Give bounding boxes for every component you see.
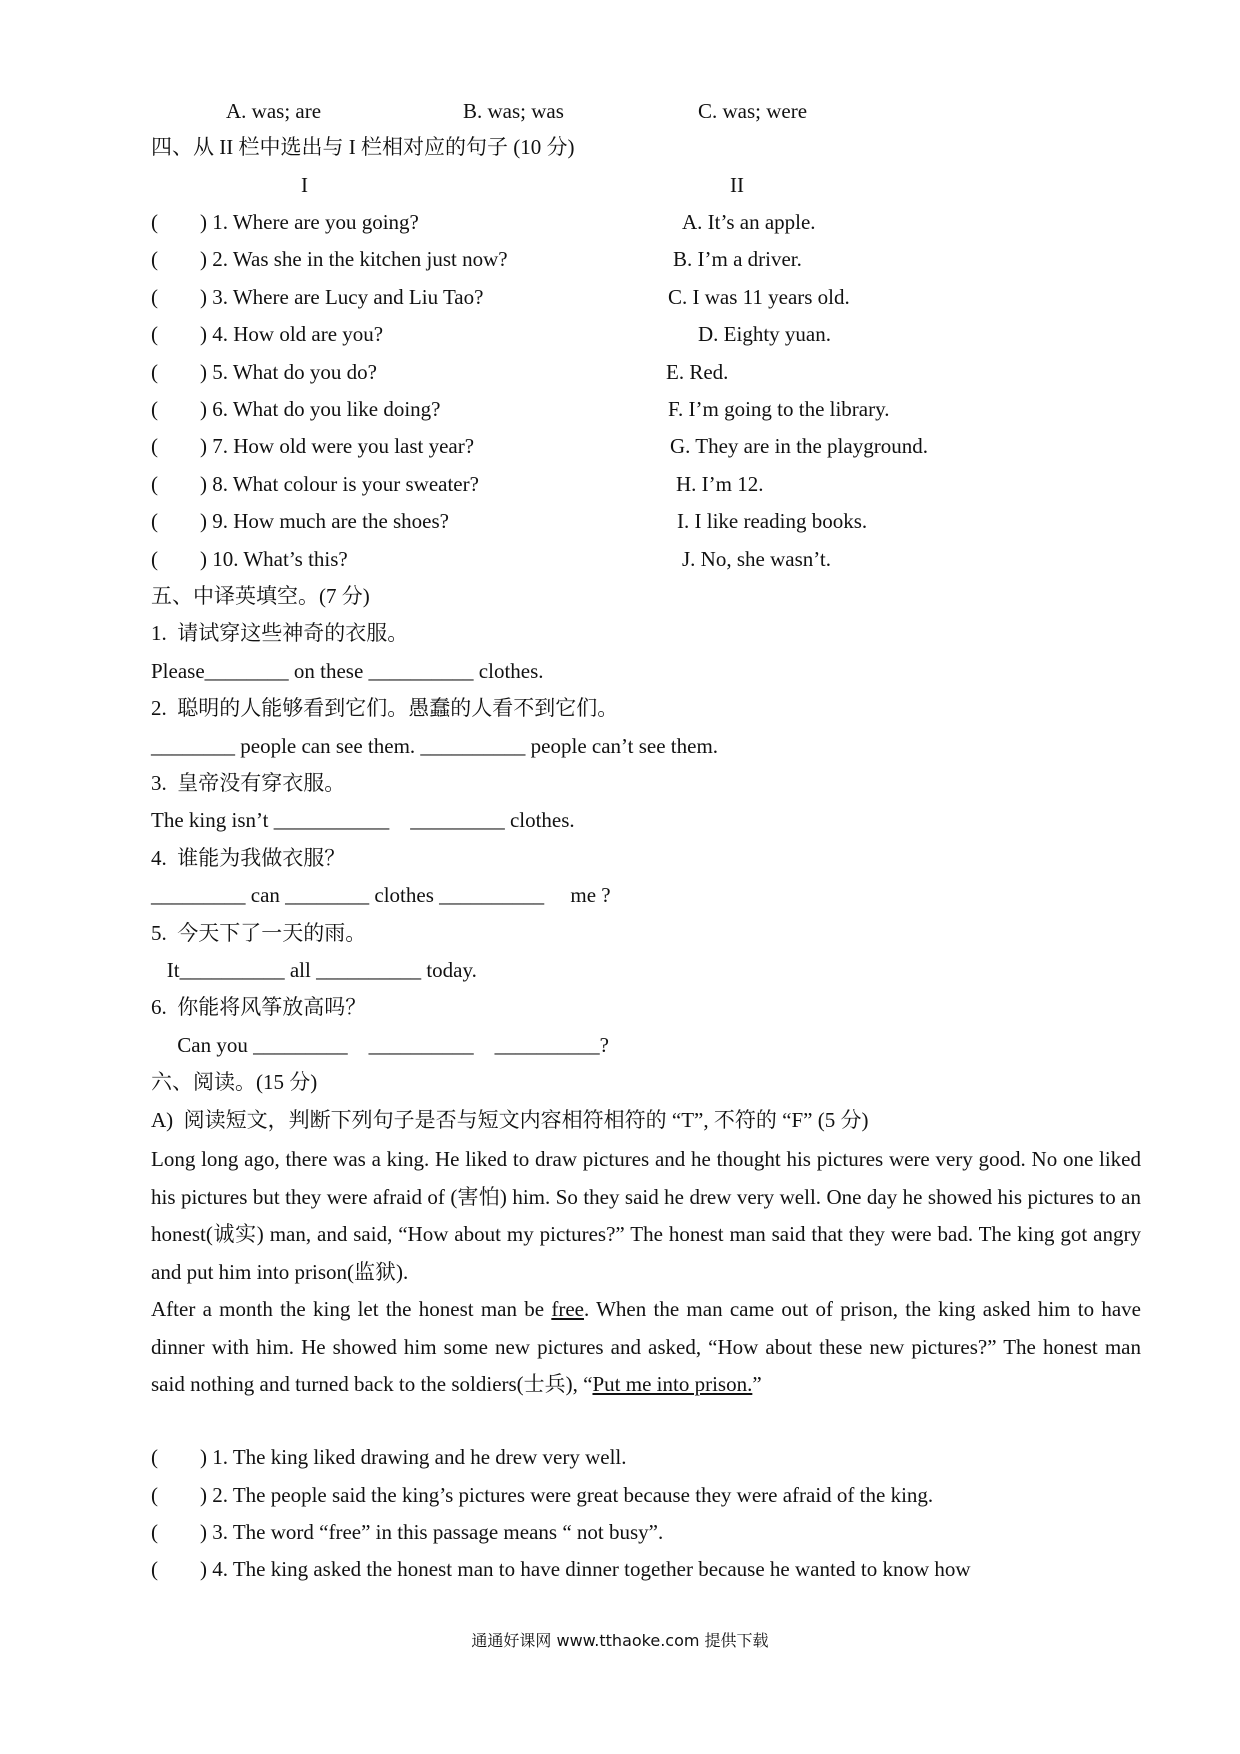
match-answer: B. I’m a driver.	[673, 247, 802, 271]
match-question: ( ) 9. How much are the shoes?	[151, 509, 449, 533]
reading-passage-paragraph-2	[151, 1291, 1141, 1404]
underlined-phrase-put-me-into-prison: Put me into prison.	[592, 1372, 753, 1396]
match-question: ( ) 2. Was she in the kitchen just now?	[151, 247, 508, 271]
translation-blank-line: ________ people can see them. __________ people can’t see them.	[151, 734, 719, 758]
column-i-header: I	[301, 173, 308, 197]
true-false-question: ( ) 3. The word “free” in this passage means “ not busy”.	[151, 1520, 664, 1544]
match-answer: E. Red.	[666, 360, 729, 384]
translation-prompt: 1. 请试穿这些神奇的衣服。	[151, 621, 409, 645]
match-question: ( ) 8. What colour is your sweater?	[151, 472, 479, 496]
match-answer: C. I was 11 years old.	[668, 285, 850, 309]
underlined-word-free: free	[551, 1297, 584, 1321]
translation-blank-line: It__________ all __________ today.	[151, 958, 477, 982]
true-false-question: ( ) 4. The king asked the honest man to have dinner together because he wanted to know how	[151, 1557, 971, 1581]
match-answer: F. I’m going to the library.	[668, 397, 890, 421]
match-question: ( ) 4. How old are you?	[151, 322, 384, 346]
match-answer: A. It’s an apple.	[682, 210, 816, 234]
translation-prompt: 3. 皇帝没有穿衣服。	[151, 771, 346, 795]
match-answer: J. No, she wasn’t.	[682, 547, 831, 571]
section6-title: 六、阅读。(15 分)	[151, 1070, 318, 1094]
translation-blank-line: _________ can ________ clothes __________ me ?	[151, 883, 611, 907]
match-answer: G. They are in the playground.	[670, 434, 928, 458]
section4-title: 四、从 II 栏中选出与 I 栏相对应的句子 (10 分)	[151, 135, 575, 159]
match-question: ( ) 5. What do you do?	[151, 360, 377, 384]
reading-instructions: A) 阅读短文，判断下列句子是否与短文内容相符相符的 “T”, 不符的 “F” (5 分)	[151, 1108, 869, 1132]
option-c: C. was; were	[698, 99, 808, 123]
match-question: ( ) 7. How old were you last year?	[151, 434, 475, 458]
passage-text: ”	[752, 1372, 762, 1396]
passage-text: After a month the king let the honest man be	[151, 1297, 552, 1321]
match-answer: D. Eighty yuan.	[698, 322, 831, 346]
reading-passage-paragraph-1: Long long ago, there was a king. He liked to draw pictures and he thought his pictures were very good. No one liked his pictures but they were afraid of (害怕) him. So they said he drew very well. One day he showed his pictures to an honest(诚实) man, and said, “How about my pictures?” The honest man said that they were bad. The king got angry and put him into prison(监狱).	[151, 1147, 1141, 1284]
true-false-question: ( ) 1. The king liked drawing and he drew very well.	[151, 1445, 627, 1469]
match-question: ( ) 6. What do you like doing?	[151, 397, 441, 421]
match-answer: I. I like reading books.	[677, 509, 868, 533]
match-question: ( ) 1. Where are you going?	[151, 210, 419, 234]
translation-prompt: 2. 聪明的人能够看到它们。愚蠢的人看不到它们。	[151, 696, 619, 720]
option-b: B. was; was	[463, 99, 564, 123]
match-question: ( ) 10. What’s this?	[151, 547, 348, 571]
translation-blank-line: Can you _________ __________ __________?	[151, 1033, 609, 1057]
translation-blank-line: Please________ on these __________ clothes.	[151, 659, 544, 683]
passage-text: . When the man came out of prison, the king asked him to have dinner with him. He showed him some new pictures and asked, “How about these new pictures?” The honest man said nothing and turned back to the soldiers(士兵), “	[151, 1297, 1141, 1396]
translation-prompt: 6. 你能将风筝放高吗？	[151, 995, 367, 1019]
translation-blank-line: The king isn’t ___________ _________ clothes.	[151, 808, 575, 832]
match-answer: H. I’m 12.	[676, 472, 764, 496]
page-footer: 通通好课网 www.tthaoke.com 提供下载	[471, 1631, 769, 1650]
column-ii-header: II	[730, 173, 744, 197]
true-false-question: ( ) 2. The people said the king’s pictures were great because they were afraid of the king.	[151, 1483, 934, 1507]
section5-title: 五、中译英填空。(7 分)	[151, 584, 370, 608]
translation-prompt: 5. 今天下了一天的雨。	[151, 921, 367, 945]
option-a: A. was; are	[226, 99, 322, 123]
translation-prompt: 4. 谁能为我做衣服？	[151, 846, 346, 870]
match-question: ( ) 3. Where are Lucy and Liu Tao?	[151, 285, 484, 309]
